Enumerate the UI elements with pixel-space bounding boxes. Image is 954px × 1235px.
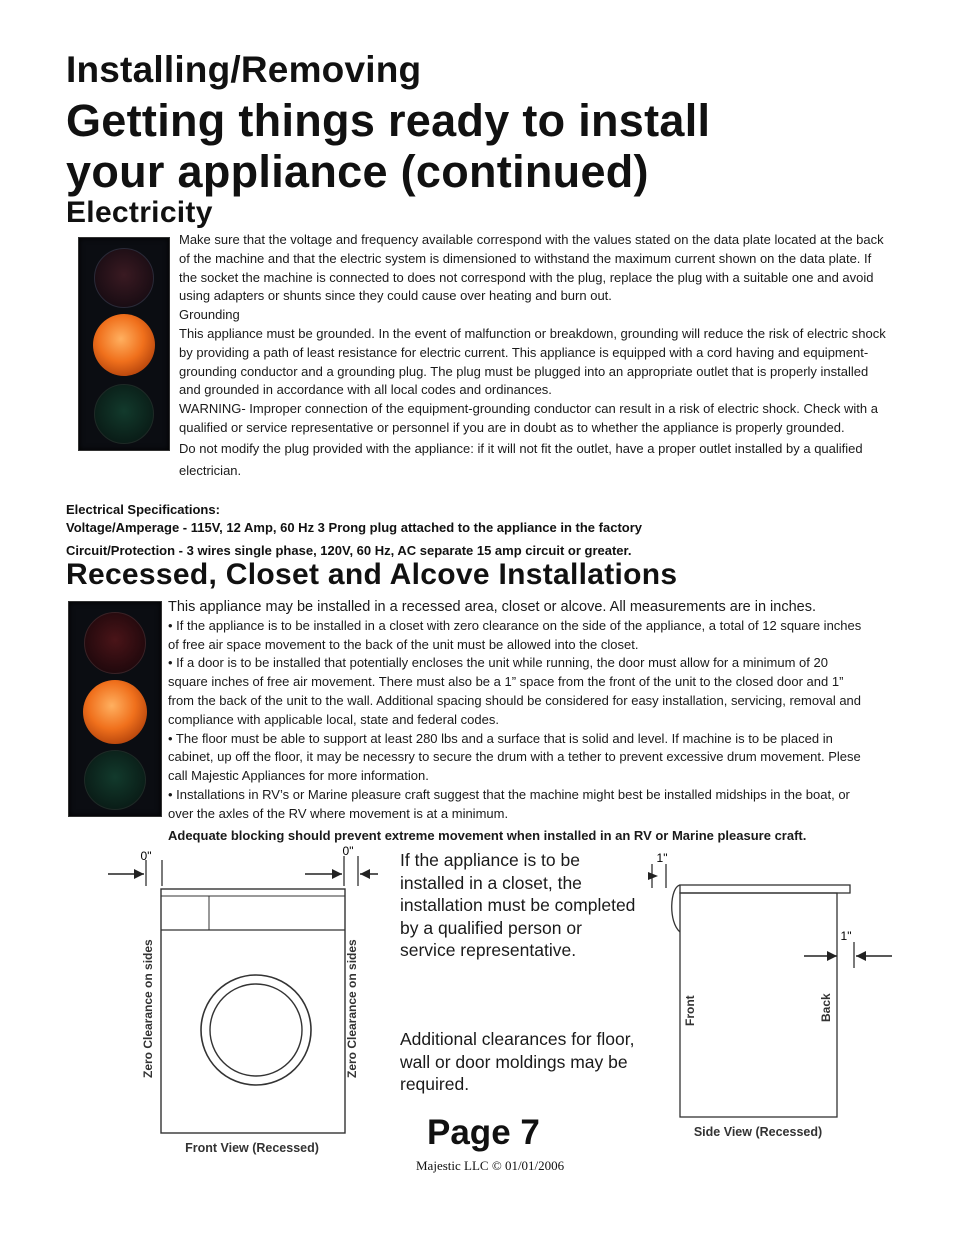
- green-lamp: [94, 384, 154, 444]
- page-title-line-2: your appliance (continued): [66, 146, 649, 197]
- recessed-bullet: • Installations in RV’s or Marine pleasure craft suggest that the machine might best be installed midships in the boat, or over the axles of the RV where movement is at a minimum.: [168, 786, 850, 821]
- clearance-note: [400, 1028, 640, 1096]
- amber-lamp: [83, 680, 147, 744]
- front-arrow-head: [648, 872, 658, 880]
- grounding-label: Grounding: [179, 307, 240, 323]
- spec-circuit: Circuit/Protection - 3 wires single phase, 120V, 60 Hz, AC separate 15 amp circuit or greater.: [66, 543, 632, 558]
- left-arrow-head: [134, 869, 144, 879]
- specs-title: Electrical Specifications:: [66, 502, 220, 517]
- front-clearance-left: 0": [140, 849, 152, 863]
- recessed-bullet: • If the appliance is to be installed in a closet with zero clearance on the side of the appliance, a total of 12 square inches of free air space movement to the back of the unit must be allowed into the closet.: [168, 617, 862, 652]
- red-lamp: [94, 248, 154, 308]
- zero-clearance-label-right: Zero Clearance on sides: [345, 939, 359, 1078]
- closet-note: [400, 849, 640, 962]
- recessed-intro: This appliance may be installed in a recessed area, closet or alcove. All measurements are in inches.: [168, 599, 816, 615]
- page-title: [66, 95, 710, 197]
- right-arrow-head: [332, 869, 342, 879]
- front-view-diagram: [100, 842, 390, 1162]
- machine-side-body: [680, 893, 837, 1117]
- door-inner-ring: [210, 984, 302, 1076]
- closet-note-text: If the appliance is to be installed in a closet, the installation must be completed by a qualified person or service representative.: [400, 850, 636, 960]
- spec-voltage: Voltage/Amperage - 115V, 12 Amp, 60 Hz 3 Prong plug attached to the appliance in the factory: [66, 520, 642, 535]
- electricity-heading: Electricity: [66, 196, 213, 229]
- grounding-paragraph: This appliance must be grounded. In the event of malfunction or breakdown, grounding will reduce the risk of electric shock by providing a path of least resistance for electric current. This appliance is equipped with a cord having and equipment-grounding conductor and a grounding plug. The plug must be plugged into an appropriate outlet that is properly installed and grounded in accordance with all local codes and ordinances.: [179, 325, 886, 398]
- recessed-text: [168, 598, 868, 845]
- counter-top: [680, 885, 850, 893]
- back-outer-arrow-head: [856, 951, 866, 961]
- door-profile: [672, 885, 680, 932]
- door-outer-ring: [201, 975, 311, 1085]
- page-title-line-1: Getting things ready to install: [66, 95, 711, 146]
- front-label: Front: [683, 995, 697, 1026]
- page-number: Page 7: [427, 1113, 540, 1152]
- zero-clearance-label-left: Zero Clearance on sides: [141, 939, 155, 1078]
- side-view-caption: Side View (Recessed): [693, 1125, 823, 1139]
- front-clearance-right: 0": [342, 844, 354, 858]
- plug-paragraph: Do not modify the plug provided with the appliance: if it will not fit the outlet, have a proper outlet installed by a qualified electrician.: [179, 440, 863, 478]
- side-clearance-top: 1": [656, 851, 668, 865]
- back-label: Back: [819, 993, 833, 1022]
- green-lamp: [84, 750, 146, 810]
- back-arrow-head: [827, 951, 837, 961]
- recessed-heading: Recessed, Closet and Alcove Installations: [66, 558, 678, 591]
- right-outer-arrow-head: [360, 869, 370, 879]
- electricity-paragraph: Make sure that the voltage and frequency available correspond with the values stated on the data plate located at the back of the machine and that the electric system is dimensioned to withstand the maximum current shown on the data plate. If the socket the machine is connected to does not correspond with the plug, replace the plug with a suitable one and avoid using adapters or shunts since they could cause over heating and burn out.: [179, 232, 884, 304]
- electricity-text: [179, 231, 887, 482]
- side-clearance-back: 1": [840, 929, 852, 943]
- red-lamp: [84, 612, 146, 674]
- copyright: Majestic LLC © 01/01/2006: [416, 1158, 565, 1173]
- recessed-bullet: • If a door is to be installed that potentially encloses the unit while running, the door must allow for a minimum of 20 square inches of free air movement. There must also be a 1” space from the front of the unit to the closed door and 1” from the back of the unit to the wall. Additional spacing should be considered for easy installation, servicing, removal and compliance with applicable local, state and federal codes.: [168, 655, 862, 727]
- front-view-caption: Front View (Recessed): [185, 1141, 319, 1155]
- section-subtitle: Installing/Removing: [66, 49, 422, 90]
- amber-lamp: [93, 314, 155, 376]
- recessed-bullet: • The floor must be able to support at least 280 lbs and a surface that is solid and level. If machine is to be placed in cabinet, up off the floor, it may be necessry to secure the drum with a tether to prevent excessive drum movement. Plese call Majestic Appliances for more information.: [168, 730, 861, 784]
- blocking-note: Adequate blocking should prevent extreme movement when installed in an RV or Marine pleasure craft.: [168, 827, 807, 843]
- warning-paragraph: WARNING- Improper connection of the equipment-grounding conductor can result in a risk of electric shock. Check with a qualified or service representative or personnel if you are in doubt as to whether the appliance is properly grounded.: [179, 401, 878, 435]
- traffic-light-image: [68, 601, 162, 817]
- clearance-note-text: Additional clearances for floor, wall or door moldings may be required.: [400, 1029, 635, 1094]
- traffic-light-image: [78, 237, 170, 451]
- machine-body: [161, 889, 345, 1133]
- side-view-diagram: [640, 842, 900, 1142]
